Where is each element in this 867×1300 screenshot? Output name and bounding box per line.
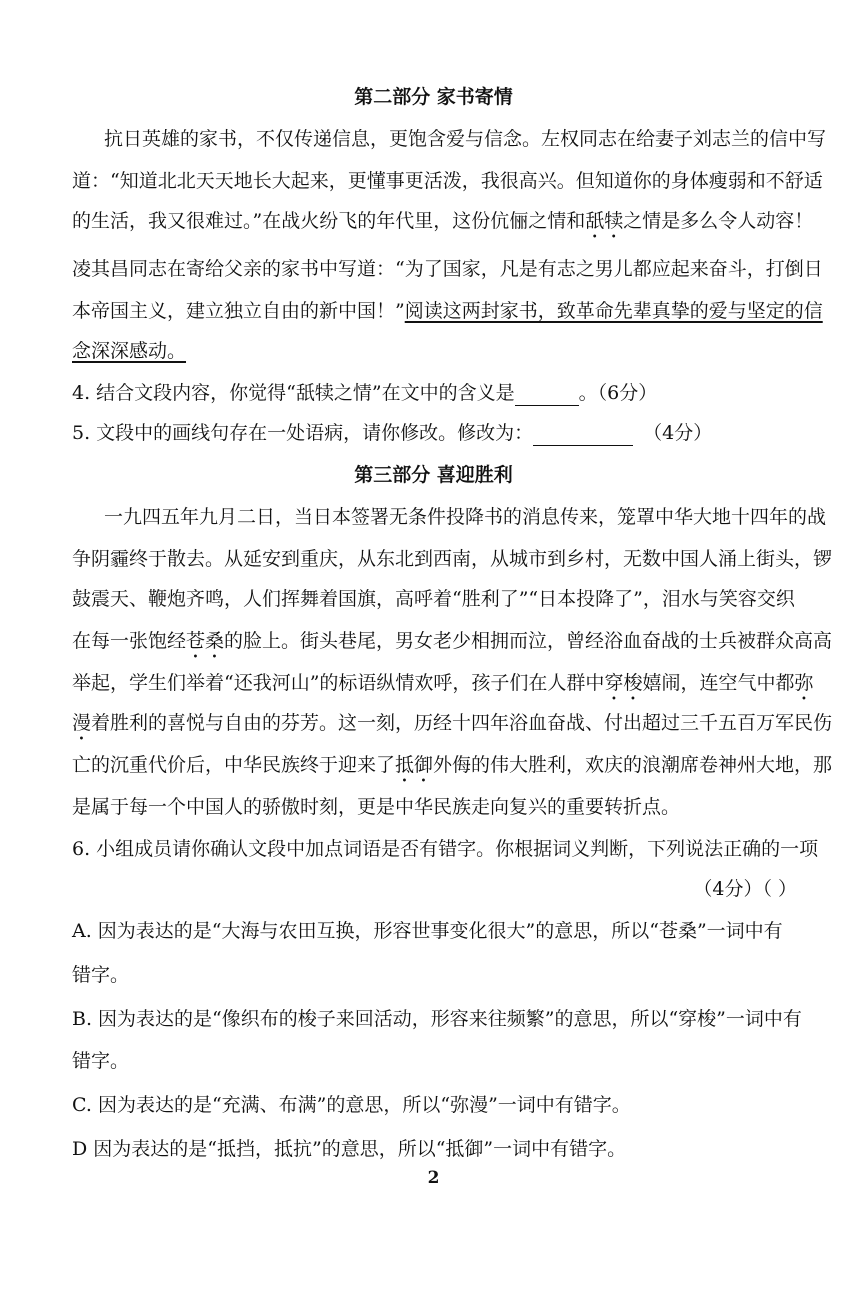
- dotted-word-man: 漫: [72, 712, 92, 734]
- option-b-line-1[interactable]: B. 因为表达的是“像织布的梭子来回活动，形容来往频繁”的意思，所以“穿梭”一词中有: [72, 1008, 802, 1030]
- part2-title: 第二部分 家书寄情: [354, 86, 513, 108]
- part2-para-line-5: 本帝国主义，建立独立自由的新中国！”阅读这两封家书，致革命先辈真挚的爱与坚定的信: [72, 300, 823, 322]
- part3-para-line-1: 一九四五年九月二日，当日本签署无条件投降书的消息传来，笼罩中华大地十四年的战: [104, 506, 827, 528]
- part2-para-line-1: 抗日英雄的家书，不仅传递信息，更饱含爱与信念。左权同志在给妻子刘志兰的信中写: [104, 128, 827, 150]
- dotted-word-diyu: 抵御: [395, 754, 434, 776]
- part3-title: 第三部分 喜迎胜利: [354, 464, 513, 486]
- option-c[interactable]: C. 因为表达的是“充满、布满”的意思，所以“弥漫”一词中有错字。: [72, 1094, 631, 1116]
- option-d[interactable]: D 因为表达的是“抵挡，抵抗”的意思，所以“抵御”一词中有错字。: [72, 1138, 627, 1160]
- part2-para-line-2: 道：“知道北北天天地长大起来，更懂事更活泼，我很高兴。但知道你的身体瘦弱和不舒适: [72, 170, 823, 192]
- question-6-score: （4分）（ ）: [693, 878, 797, 900]
- underlined-sentence: 阅读这两封家书，致革命先辈真挚的爱与坚定的信: [404, 300, 823, 322]
- dotted-word-chuansuo: 穿梭: [604, 672, 643, 694]
- dotted-word-mi: 弥: [794, 672, 814, 694]
- option-a-line-1[interactable]: A. 因为表达的是“大海与农田互换，形容世事变化很大”的意思，所以“苍桑”一词中有: [72, 920, 783, 942]
- part3-para-line-5: 举起，学生们举着“还我河山”的标语纵情欢呼，孩子们在人群中穿梭嬉闹，连空气中都弥: [72, 672, 814, 694]
- question-6-stem: 6. 小组成员请你确认文段中加点词语是否有错字。你根据词义判断，下列说法正确的一项: [72, 838, 819, 860]
- part3-para-line-8: 是属于每一个中国人的骄傲时刻，更是中华民族走向复兴的重要转折点。: [72, 796, 681, 818]
- option-b-line-2[interactable]: 错字。: [72, 1050, 130, 1072]
- part3-para-line-6: 漫着胜利的喜悦与自由的芬芳。这一刻，历经十四年浴血奋战、付出超过三千五百万军民伤: [72, 712, 833, 734]
- answer-blank-4[interactable]: [515, 387, 579, 406]
- part3-para-line-4: 在每一张饱经苍桑的脸上。街头巷尾，男女老少相拥而泣，曾经浴血奋战的士兵被群众高高: [72, 630, 833, 652]
- part2-para-line-6: 念深深感动。: [72, 340, 187, 362]
- page-number: 2: [427, 1168, 440, 1188]
- part2-para-line-3: 的生活，我又很难过。”在战火纷飞的年代里，这份伉俪之情和舐犊之情是多么令人动容！: [72, 210, 814, 232]
- dotted-word-cangsang: 苍桑: [186, 630, 225, 652]
- part3-para-line-7: 亡的沉重代价后，中华民族终于迎来了抵御外侮的伟大胜利，欢庆的浪潮席卷神州大地，那: [72, 754, 833, 776]
- answer-blank-5[interactable]: [533, 427, 633, 446]
- question-4: 4. 结合文段内容，你觉得“舐犊之情”在文中的含义是 。（6分）: [72, 382, 658, 404]
- option-a-line-2[interactable]: 错字。: [72, 964, 130, 986]
- question-5: 5. 文段中的画线句存在一处语病，请你修改。修改为： （4分）: [72, 422, 713, 444]
- part2-para-line-4: 凌其昌同志在寄给父亲的家书中写道：“为了国家，凡是有志之男儿都应起来奋斗，打倒日: [72, 258, 823, 280]
- dotted-word-shidu: 舐犊: [585, 210, 624, 232]
- part3-para-line-2: 争阴霾终于散去。从延安到重庆，从东北到西南，从城市到乡村，无数中国人涌上街头，锣: [72, 548, 833, 570]
- part3-para-line-3: 鼓震天、鞭炮齐鸣，人们挥舞着国旗，高呼着“胜利了”“日本投降了”，泪水与笑容交织: [72, 588, 795, 610]
